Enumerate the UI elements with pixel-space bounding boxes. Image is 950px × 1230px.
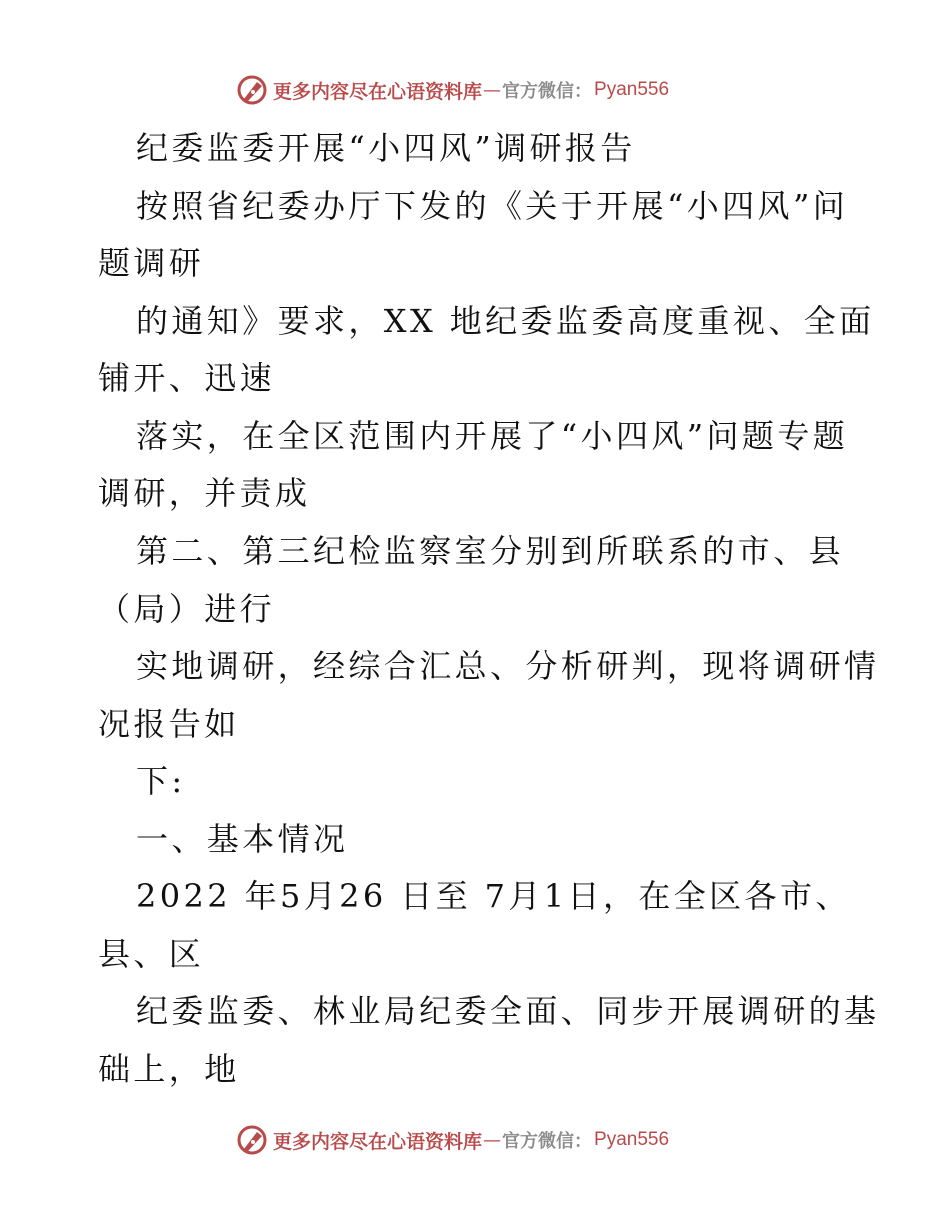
pen-nib-seal-icon <box>235 1123 269 1157</box>
text-line: 下: <box>136 762 186 800</box>
text-line: 第二、第三纪检监察室分别到所联系的市、县 <box>136 532 845 570</box>
text-line: 题调研 <box>98 244 205 282</box>
text-line: 2022 年5月26 日至 7月1日，在全区各市、 <box>136 877 851 915</box>
text-line: 铺开、迅速 <box>98 359 276 397</box>
text-line: 落实，在全区范围内开展了“小四风”问题专题 <box>136 417 849 455</box>
watermark-banner-bottom <box>235 1122 715 1158</box>
watermark-dash: — <box>483 79 502 101</box>
watermark-banner-top <box>235 72 715 108</box>
pen-nib-seal-icon <box>235 73 269 107</box>
document-title: 纪委监委开展“小四风”调研报告 <box>136 129 636 167</box>
watermark-red-text: 更多内容尽在心语资料库 <box>273 80 483 103</box>
watermark-handle: Pyan556 <box>594 1129 670 1150</box>
text-line: 县、区 <box>98 935 205 973</box>
text-line: 按照省纪委办厅下发的《关于开展“小四风”问 <box>136 187 849 225</box>
section-heading: 一、基本情况 <box>136 820 349 858</box>
text-line: 础上，地 <box>98 1050 240 1088</box>
watermark-handle: Pyan556 <box>594 79 670 100</box>
watermark-gray-text: 官方微信： <box>502 1131 593 1152</box>
text-line: 纪委监委、林业局纪委全面、同步开展调研的基 <box>136 992 880 1030</box>
text-line: 调研，并责成 <box>98 474 311 512</box>
text-line: 的通知》要求，XX 地纪委监委高度重视、全面 <box>136 302 875 340</box>
watermark-gray-text: 官方微信： <box>502 81 593 102</box>
text-line: 况报告如 <box>98 705 240 743</box>
text-line: 实地调研，经综合汇总、分析研判，现将调研情 <box>136 647 880 685</box>
watermark-dash: — <box>483 1129 502 1151</box>
text-line: （局）进行 <box>98 590 276 628</box>
watermark-red-text: 更多内容尽在心语资料库 <box>273 1130 483 1153</box>
